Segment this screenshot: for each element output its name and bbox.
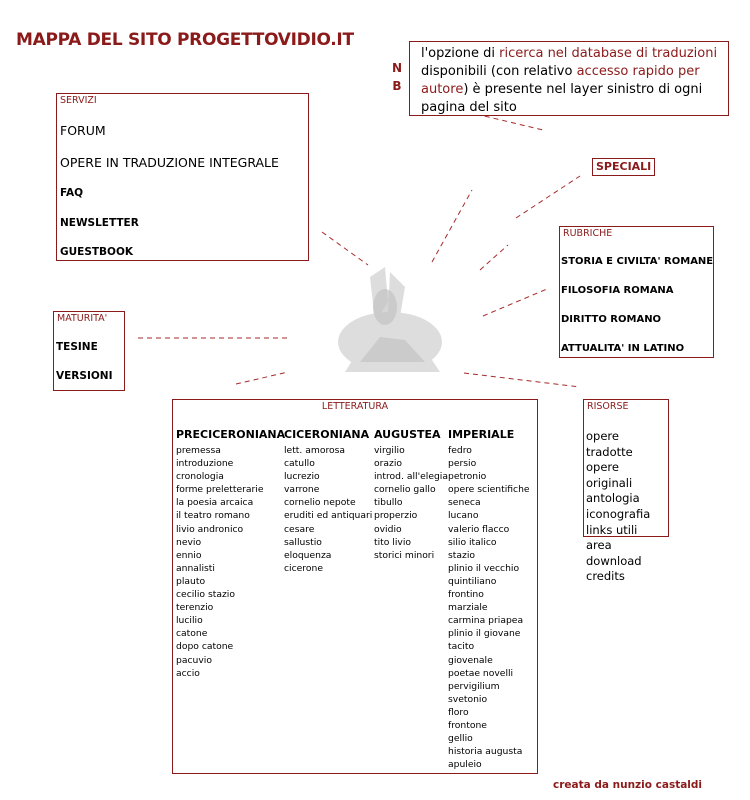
credit-text: creata da nunzio castaldi [553,779,703,791]
list-item[interactable]: opere scientifiche [448,484,530,496]
list-item[interactable]: lett. amorosa [284,445,346,456]
col-ciceroniana [284,428,372,575]
list-item[interactable]: area download [586,538,642,568]
list-item[interactable]: stazio [448,549,476,561]
col-heading-ciceroniana: CICERONIANA [284,428,370,441]
list-item[interactable]: properzio [374,510,418,522]
servizi-box [56,93,309,261]
risorse-label: RISORSE [587,401,629,412]
list-item[interactable]: poetae novelli [448,667,514,679]
list-item[interactable]: frontino [448,589,484,601]
rubriche-box [559,226,714,358]
note-highlight-author: accesso rapido per autore [421,64,700,97]
list-item[interactable]: opere tradotte [586,429,633,459]
list-item[interactable]: svetonio [448,693,488,705]
col-heading-preciceroniana: PRECICERONIANA [176,428,286,441]
list-item[interactable]: cornelio gallo [374,484,436,496]
list-item[interactable]: carmina priapea [448,615,524,627]
list-item[interactable]: quintiliano [448,575,497,587]
list-item[interactable]: cronologia [176,471,224,483]
risorse-box [583,399,669,584]
list-ciceroniana [284,444,372,575]
letteratura-label: LETTERATURA [321,401,389,412]
list-item[interactable]: tito livio [374,536,412,548]
col-heading-augustea: AUGUSTEA [374,428,441,441]
rubriche-diritto-link[interactable]: DIRITTO ROMANO [561,314,662,325]
list-item[interactable]: tibullo [374,497,403,509]
list-item[interactable]: iconografia [586,506,651,521]
list-item[interactable]: orazio [374,458,403,470]
list-item[interactable]: antologia [586,491,640,506]
list-item[interactable]: pacuvio [176,654,212,666]
list-risorse [586,429,668,585]
servizi-faq-link[interactable]: FAQ [60,187,84,199]
list-item[interactable]: credits [586,569,625,584]
list-item[interactable]: livio andronico [176,523,244,535]
col-heading-imperiale: IMPERIALE [448,428,515,441]
list-item[interactable]: lucrezio [284,471,320,483]
maturita-tesine-link[interactable]: TESINE [56,341,98,353]
servizi-opere-link[interactable]: OPERE IN TRADUZIONE INTEGRALE [60,155,279,170]
list-item[interactable]: catone [176,628,208,640]
list-item[interactable]: opere originali [586,460,633,490]
list-item[interactable]: annalisti [176,562,215,574]
list-item[interactable]: premessa [176,445,221,456]
list-item[interactable]: giovenale [448,654,493,666]
list-item[interactable]: plinio il giovane [448,628,521,640]
list-item[interactable]: nevio [176,536,202,548]
list-item[interactable]: virgilio [374,445,405,456]
servizi-guestbook-link[interactable]: GUESTBOOK [60,246,134,258]
list-item[interactable]: il teatro romano [176,510,250,522]
list-item[interactable]: dopo catone [176,641,234,653]
rubriche-label: RUBRICHE [563,228,613,239]
note-text-1: l'opzione di [421,46,500,61]
nb-b: B [392,79,402,93]
list-item[interactable]: apuleio [448,759,482,771]
list-item[interactable]: lucilio [176,615,203,627]
list-item[interactable]: plauto [176,575,206,587]
list-item[interactable]: accio [176,667,200,679]
list-item[interactable]: petronio [448,471,487,483]
list-item[interactable]: storici minori [374,549,435,561]
col-augustea [374,428,448,562]
list-item[interactable]: introd. all'elegia [374,471,448,483]
maturita-versioni-link[interactable]: VERSIONI [56,370,113,382]
list-item[interactable]: valerio flacco [448,523,510,535]
col-preciceroniana [176,428,285,680]
list-item[interactable]: eruditi ed antiquari [284,510,373,522]
list-item[interactable]: silio italico [448,536,497,548]
list-item[interactable]: cesare [284,523,315,535]
note-text-3: ) è presente nel layer sinistro di ogni pagina del sito [421,82,703,115]
speciali-link[interactable]: SPECIALI [592,158,655,176]
rubriche-attualita-link[interactable]: ATTUALITA' IN LATINO [561,343,685,354]
col-imperiale [448,428,530,771]
note-text-2: disponibili (con relativo [421,64,577,79]
list-item[interactable]: floro [448,706,469,718]
list-item[interactable]: ennio [176,549,202,561]
list-item[interactable]: marziale [448,602,488,614]
list-imperiale [448,444,530,771]
nb-marker [391,59,403,95]
note-box [409,41,729,116]
list-item[interactable]: plinio il vecchio [448,562,520,574]
list-item[interactable]: cicerone [284,562,323,574]
list-preciceroniana [176,444,285,680]
servizi-forum-link[interactable]: FORUM [60,123,106,138]
list-item[interactable]: gellio [448,733,473,745]
note-highlight-search: ricerca nel database di traduzioni [499,46,718,61]
maturita-box [53,311,125,391]
list-item[interactable]: forme preletterarie [176,484,264,496]
nb-n: N [391,61,403,75]
servizi-newsletter-link[interactable]: NEWSLETTER [60,217,139,229]
list-item[interactable]: historia augusta [448,746,523,758]
list-item[interactable]: varrone [284,484,320,496]
letteratura-box [172,399,538,774]
list-item[interactable]: cecilio stazio [176,589,235,601]
list-item[interactable]: tacito [448,641,475,653]
list-item[interactable]: cornelio nepote [284,497,356,509]
list-item[interactable]: pervigilium [448,680,500,692]
list-item[interactable]: sallustio [284,536,322,548]
maturita-label: MATURITA' [57,313,108,324]
list-item[interactable]: persio [448,458,477,470]
statue-image [330,262,450,374]
list-item[interactable]: terenzio [176,602,214,614]
rubriche-filosofia-link[interactable]: FILOSOFIA ROMANA [561,285,674,296]
list-item[interactable]: links utili [586,522,638,537]
list-item[interactable]: lucano [448,510,479,522]
list-item[interactable]: la poesia arcaica [176,497,254,509]
rubriche-storia-link[interactable]: STORIA E CIVILTA' ROMANE [561,256,714,267]
list-augustea [374,444,448,562]
list-item[interactable]: catullo [284,458,315,470]
list-item[interactable]: introduzione [176,458,234,470]
list-item[interactable]: eloquenza [284,549,332,561]
list-item[interactable]: seneca [448,497,481,509]
list-item[interactable]: frontone [448,719,487,731]
list-item[interactable]: fedro [448,445,472,456]
servizi-label: SERVIZI [60,95,97,106]
list-item[interactable]: ovidio [374,523,402,535]
page-title: MAPPA DEL SITO PROGETTOVIDIO.IT [16,30,354,50]
